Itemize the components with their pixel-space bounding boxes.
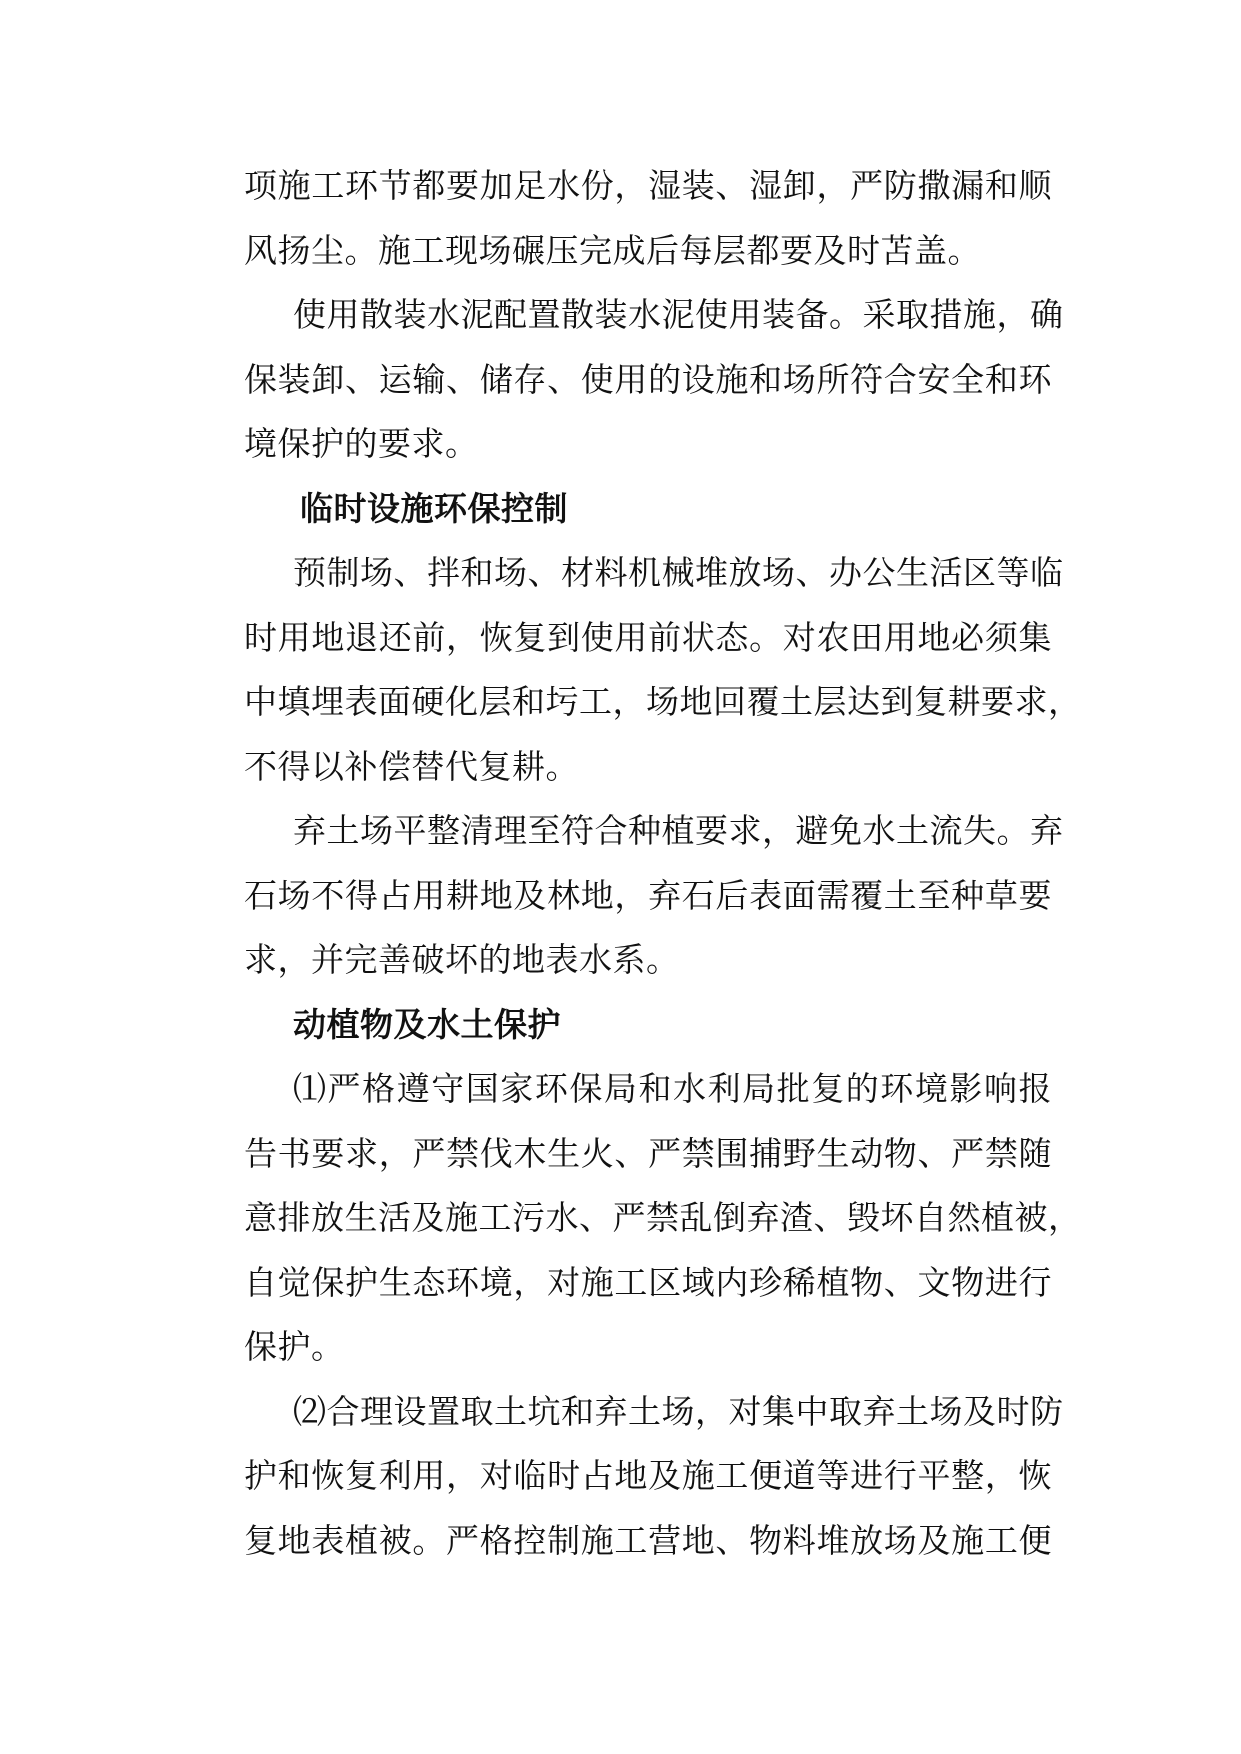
paragraph-line: 项施工环节都要加足水份，湿装、湿卸，严防撒漏和顺 — [244, 166, 1052, 205]
paragraph-line: ⑴严格遵守国家环保局和水利局批复的环境影响报 — [293, 1069, 1052, 1108]
paragraph-line: 意排放生活及施工污水、严禁乱倒弃渣、毁坏自然植被， — [244, 1198, 1082, 1237]
document-body — [244, 154, 1082, 1573]
paragraph-line: 预制场、拌和场、材料机械堆放场、办公生活区等临 — [293, 553, 1064, 592]
section-heading: 临时设施环保控制 — [300, 488, 568, 528]
paragraph-line: 告书要求，严禁伐木生火、严禁围捕野生动物、严禁随 — [244, 1133, 1052, 1173]
paragraph-line: 保装卸、运输、储存、使用的设施和场所符合安全和环 — [244, 359, 1052, 399]
paragraph-line: 不得以补偿替代复耕。 — [244, 746, 579, 786]
paragraph-line: 自觉保护生态环境，对施工区域内珍稀植物、文物进行 — [244, 1262, 1052, 1302]
paragraph-line: 风扬尘。施工现场碾压完成后每层都要及时苫盖。 — [244, 230, 981, 270]
paragraph-line: 境保护的要求。 — [244, 424, 479, 463]
paragraph-line: 护和恢复利用，对临时占地及施工便道等进行平整，恢 — [244, 1456, 1052, 1495]
paragraph-line: 复地表植被。严格控制施工营地、物料堆放场及施工便 — [244, 1520, 1052, 1560]
paragraph-line: 保护。 — [244, 1327, 345, 1366]
paragraph-line: 求，并完善破坏的地表水系。 — [244, 940, 680, 979]
paragraph-line: 石场不得占用耕地及林地，弃石后表面需覆土至种草要 — [244, 875, 1052, 915]
paragraph-line: 使用散装水泥配置散装水泥使用装备。采取措施，确 — [293, 295, 1064, 334]
paragraph-line: 中填埋表面硬化层和圬工，场地回覆土层达到复耕要求， — [244, 682, 1082, 721]
paragraph-line: 时用地退还前，恢复到使用前状态。对农田用地必须集 — [244, 617, 1052, 657]
paragraph-line: ⑵合理设置取土坑和弃土场，对集中取弃土场及时防 — [293, 1391, 1064, 1431]
section-heading: 动植物及水土保护 — [293, 1004, 561, 1044]
paragraph-line: 弃土场平整清理至符合种植要求，避免水土流失。弃 — [293, 811, 1064, 850]
